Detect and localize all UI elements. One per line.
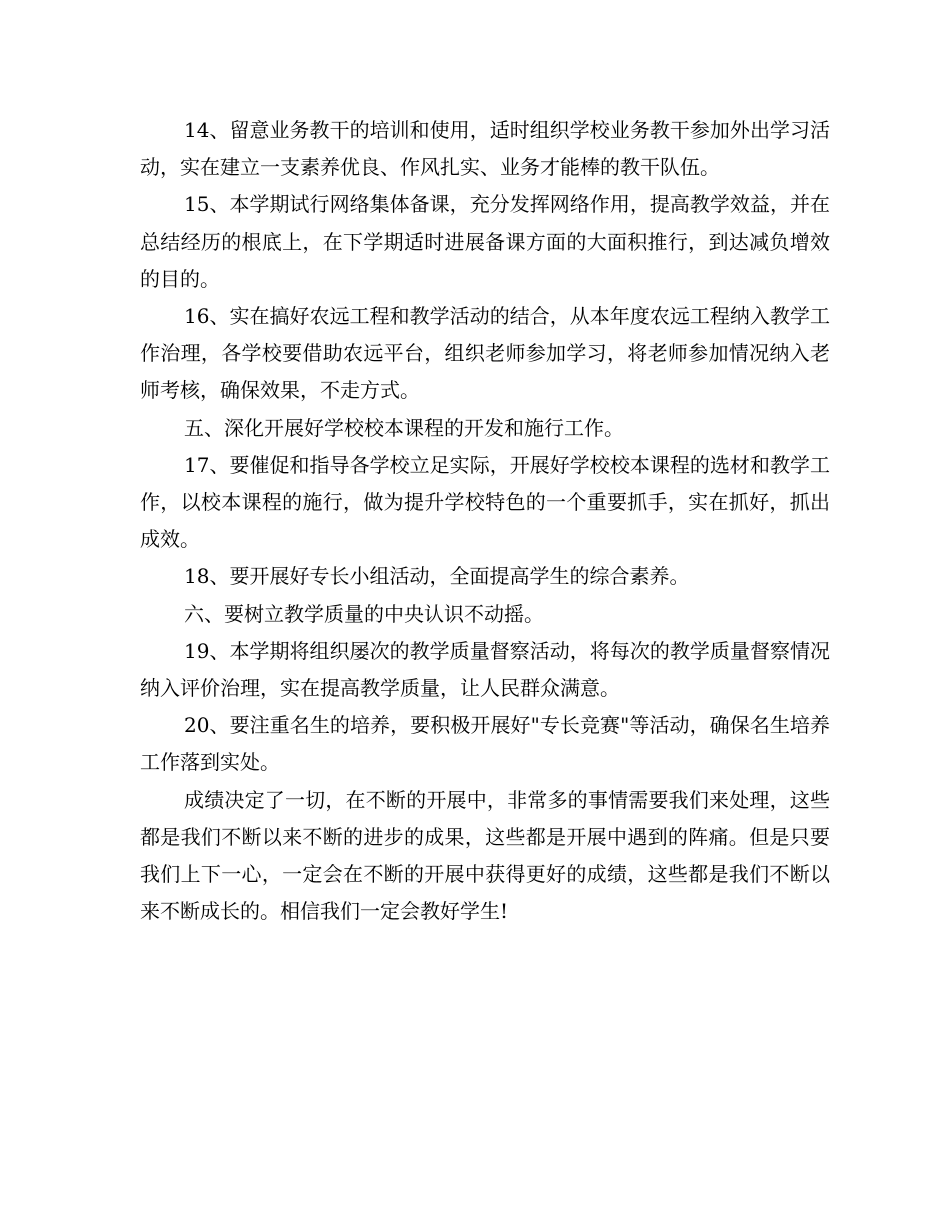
paragraph-item-16: 16、实在搞好农远工程和教学活动的结合，从本年度农远工程纳入教学工作治理，各学校要借助农远平台，组织老师参加学习，将老师参加情况纳入老师考核，确保效果，不走方式。 xyxy=(140,304,830,403)
paragraph-item-19: 19、本学期将组织屡次的教学质量督察活动，将每次的教学质量督察情况纳入评价治理，实在提高教学质量，让人民群众满意。 xyxy=(140,638,830,701)
document-body xyxy=(140,112,830,930)
paragraph-item-17: 17、要催促和指导各学校立足实际，开展好学校校本课程的选材和教学工作，以校本课程的施行，做为提升学校特色的一个重要抓手，实在抓好，抓出成效。 xyxy=(140,452,830,552)
paragraph-item-18: 18、要开展好专长小组活动，全面提高学生的综合素养。 xyxy=(184,564,690,589)
paragraph-item-14: 14、留意业务教干的培训和使用，适时组织学校业务教干参加外出学习活动，实在建立一支素养优良、作风扎实、业务才能棒的教干队伍。 xyxy=(140,118,830,180)
closing-paragraph: 成绩决定了一切，在不断的开展中，非常多的事情需要我们来处理，这些都是我们不断以来不断的进步的成果，这些都是开展中遇到的阵痛。但是只要我们上下一心，一定会在不断的开展中获得更好的成绩，这些都是我们不断以来不断成长的。相信我们一定会教好学生! xyxy=(140,787,830,924)
paragraph-item-15: 15、本学期试行网络集体备课，充分发挥网络作用，提高教学效益，并在总结经历的根底上，在下学期适时进展备课方面的大面积推行，到达减负增效的目的。 xyxy=(140,192,830,291)
section-heading-5: 五、深化开展好学校校本课程的开发和施行工作。 xyxy=(184,415,624,440)
paragraph-item-20: 20、要注重名生的培养，要积极开展好"专长竞赛"等活动，确保名生培养工作落到实处。 xyxy=(140,713,830,775)
section-heading-6: 六、要树立教学质量的中央认识不动摇。 xyxy=(184,601,544,626)
